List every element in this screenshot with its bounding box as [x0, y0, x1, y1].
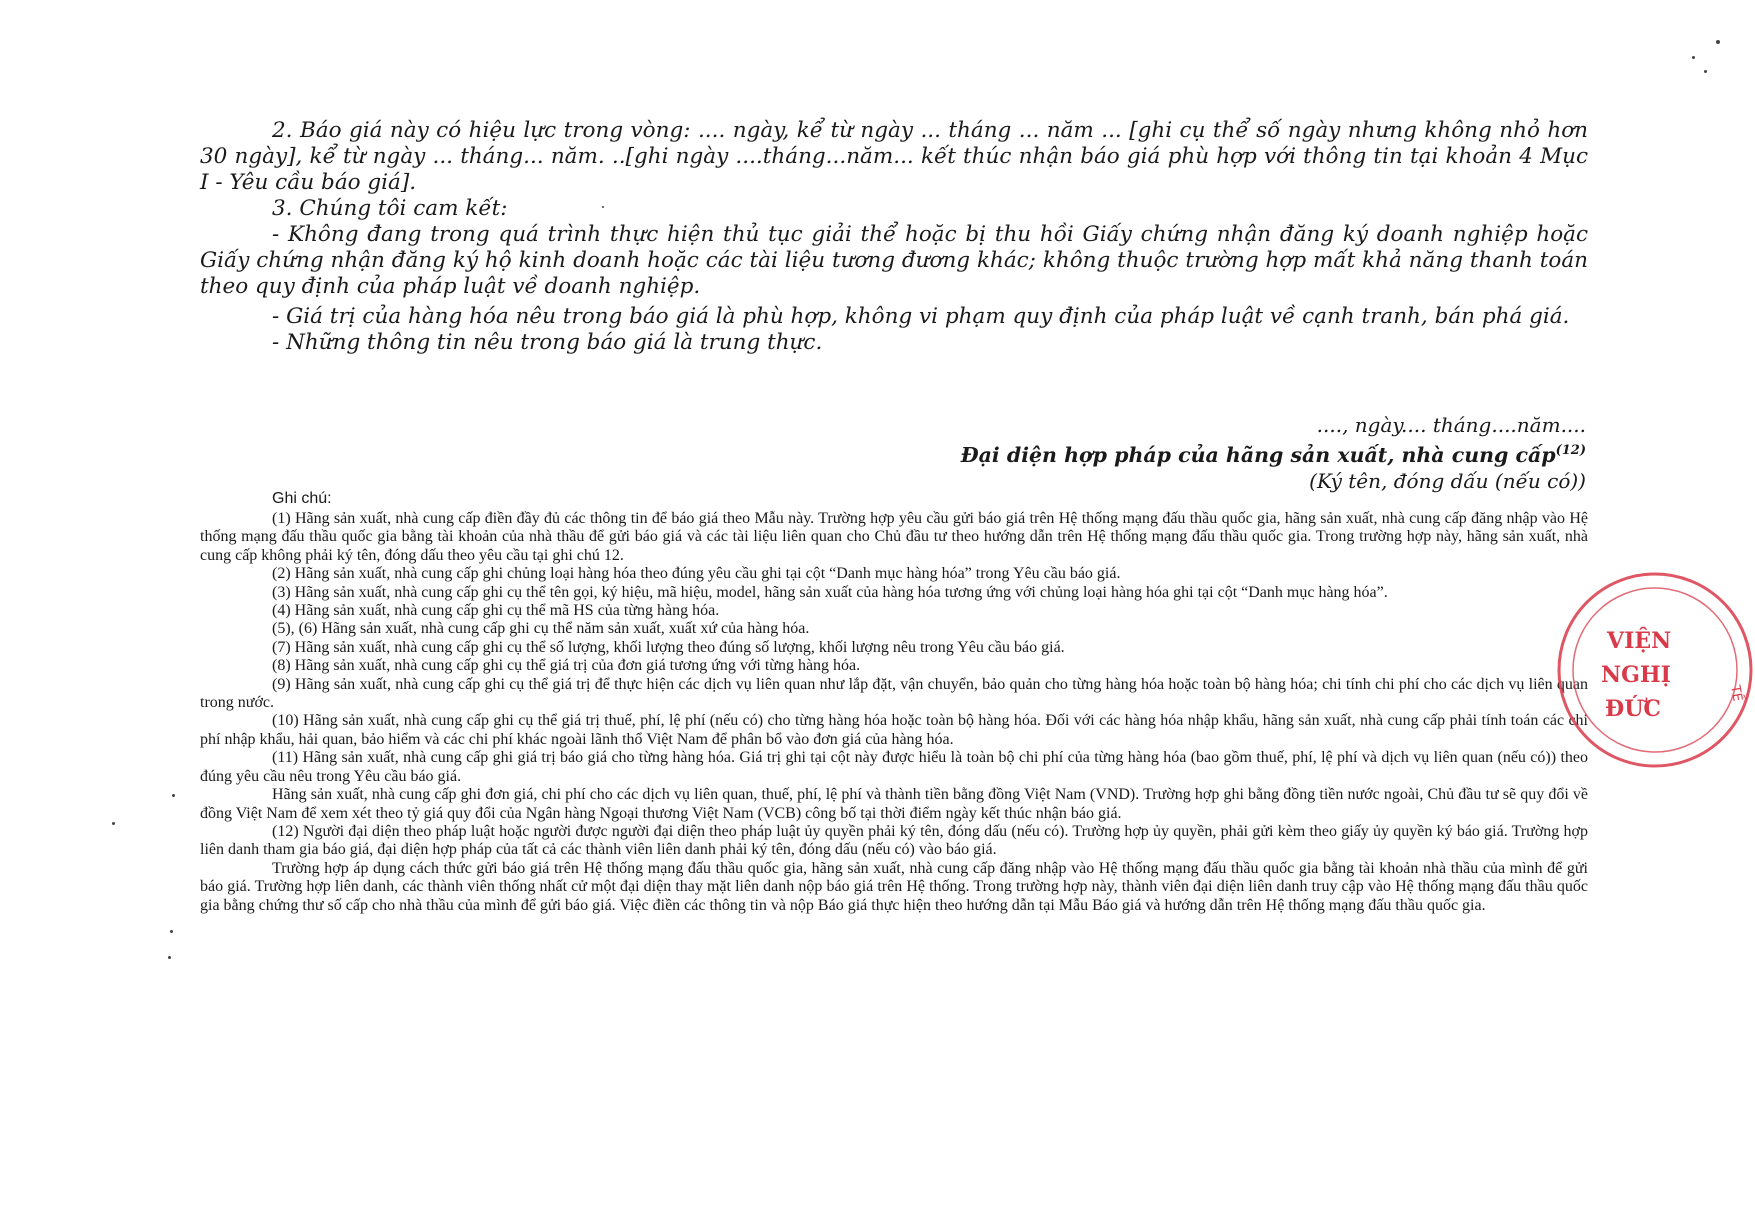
stamp-line: NGHỊ [1601, 662, 1671, 688]
validity-paragraph: 2. Báo giá này có hiệu lực trong vòng: .... ngày, kể từ ngày ... tháng ... năm ... [ghi cụ thể số ngày nhưng không nhỏ hơn 30 ngày], kể từ ngày ... tháng... năm. ..[ghi ngày ....tháng...năm... kết thúc nhận báo giá phù hợp với thông tin tại khoản 4 Mục I - Yêu cầu báo giá]. [200, 118, 1588, 195]
note-item: (12) Người đại diện theo pháp luật hoặc người được người đại diện theo pháp luật ủy quyền phải ký tên, đóng dấu (nếu có). Trường hợp ủy quyền, phải gửi kèm theo giấy ủy quyền ký báo giá. Trường hợp liên danh tham gia báo giá, đại diện hợp pháp của tất cả các thành viên liên danh phải ký tên, đóng dấu (nếu có) vào báo giá. [200, 822, 1588, 859]
note-item: (8) Hãng sản xuất, nhà cung cấp ghi cụ thể giá trị của đơn giá tương ứng với từng hàng hóa. [272, 657, 861, 675]
scan-speck [602, 206, 604, 208]
note-item: (1) Hãng sản xuất, nhà cung cấp điền đầy đủ các thông tin để báo giá theo Mẫu này. Trường hợp yêu cầu gửi báo giá trên Hệ thống mạng đấu thầu quốc gia, hãng sản xuất, nhà cung cấp đăng nhập vào Hệ thống mạng đấu thầu quốc gia bằng tài khoản của nhà thầu để gửi báo giá và các tài liệu liên quan cho Chủ đầu tư theo hướng dẫn trên Hệ thống mạng đấu thầu quốc gia. Trong trường hợp này, hãng sản xuất, nhà cung cấp không phải ký tên, đóng dấu theo yêu cầu tại ghi chú 12. [200, 510, 1588, 564]
footnote-ref: (12) [1555, 443, 1586, 458]
stamp-edge-text: TẾ [1727, 684, 1745, 703]
commitment-item: - Những thông tin nêu trong báo giá là trung thực. [272, 330, 823, 355]
sign-note: (Ký tên, đóng dấu (nếu có)) [1309, 468, 1586, 493]
note-item: (4) Hãng sản xuất, nhà cung cấp ghi cụ thể mã HS của từng hàng hóa. [272, 602, 720, 620]
scan-speck [172, 794, 175, 797]
stamp-line: ĐỨC [1605, 696, 1661, 722]
commitment-item: - Giá trị của hàng hóa nêu trong báo giá là phù hợp, không vi phạm quy định của pháp luật về cạnh tranh, bán phá giá. [272, 304, 1570, 329]
notes-section [200, 488, 1588, 915]
scan-speck [112, 822, 115, 825]
note-item: (7) Hãng sản xuất, nhà cung cấp ghi cụ thể số lượng, khối lượng theo đúng số lượng, khối lượng nêu trong Yêu cầu báo giá. [272, 638, 1065, 656]
note-item: Trường hợp áp dụng cách thức gửi báo giá trên Hệ thống mạng đấu thầu quốc gia, hãng sản xuất, nhà cung cấp đăng nhập vào Hệ thống mạng đấu thầu quốc gia bằng tài khoản nhà thầu của mình để gửi báo giá. Trường hợp liên danh, các thành viên thống nhất cử một đại diện thay mặt liên danh nộp báo giá trên Hệ thống. Trong trường hợp này, thành viên đại diện liên danh truy cập vào Hệ thống mạng đấu thầu quốc gia bằng chứng thư số cấp cho nhà thầu của mình để gửi báo giá. Việc điền các thông tin và nộp Báo giá thực hiện theo hướng dẫn tại Mẫu Báo giá và hướng dẫn trên Hệ thống mạng đấu thầu quốc gia. [200, 859, 1588, 914]
scan-speck [1692, 56, 1695, 59]
commitment-item: - Không đang trong quá trình thực hiện thủ tục giải thể hoặc bị thu hồi Giấy chứng nhận đăng ký doanh nghiệp hoặc Giấy chứng nhận đăng ký hộ kinh doanh hoặc các tài liệu tương đương khác; không thuộc trường hợp mất khả năng thanh toán theo quy định của pháp luật về doanh nghiệp. [200, 222, 1588, 299]
note-item: (11) Hãng sản xuất, nhà cung cấp ghi giá trị báo giá cho từng hàng hóa. Giá trị ghi tại cột này được hiểu là toàn bộ chi phí của từng hàng hóa (bao gồm thuế, phí, lệ phí và dịch vụ liên quan (nếu có)) theo đúng yêu cầu nêu trong Yêu cầu báo giá. [200, 749, 1588, 785]
representative-title [961, 438, 1586, 468]
note-item: (9) Hãng sản xuất, nhà cung cấp ghi cụ thể giá trị để thực hiện các dịch vụ liên quan như lắp đặt, vận chuyển, bảo quản cho từng hàng hóa hoặc toàn bộ hàng hóa; chi tính chi phí cho các dịch vụ liên quan trong nước. [200, 675, 1588, 712]
signature-block [961, 412, 1586, 494]
note-item: (10) Hãng sản xuất, nhà cung cấp ghi cụ thể giá trị thuế, phí, lệ phí (nếu có) cho từng hàng hóa hoặc toàn bộ hàng hóa. Đối với các hàng hóa nhập khẩu, hãng sản xuất, nhà cung cấp phải tính toán các chi phí nhập khẩu, hải quan, bảo hiểm và các chi phí khác ngoài lãnh thổ Việt Nam để phân bổ vào đơn giá của hàng hóa. [200, 712, 1588, 748]
scan-speck [1704, 70, 1707, 73]
note-item: (3) Hãng sản xuất, nhà cung cấp ghi cụ thể tên gọi, ký hiệu, mã hiệu, model, hãng sản xuất của hàng hóa tương ứng với chủng loại hàng hóa ghi tại cột “Danh mục hàng hóa”. [272, 583, 1388, 601]
red-seal-stamp [1555, 570, 1755, 770]
date-line: ...., ngày.... tháng....năm.... [1316, 413, 1586, 437]
note-item: (2) Hãng sản xuất, nhà cung cấp ghi chủng loại hàng hóa theo đúng yêu cầu ghi tại cột “Danh mục hàng hóa” trong Yêu cầu báo giá. [272, 565, 1121, 583]
representative-label: Đại diện hợp pháp của hãng sản xuất, nhà cung cấp [960, 442, 1556, 467]
scan-speck [1716, 40, 1720, 44]
note-item: Hãng sản xuất, nhà cung cấp ghi đơn giá, chi phí cho các dịch vụ liên quan, thuế, phí, lệ phí và thành tiền bằng đồng Việt Nam (VND). Trường hợp ghi bằng đồng tiền nước ngoài, Chủ đầu tư sẽ quy đổi về đồng Việt Nam để xem xét theo tỷ giá quy đổi của Ngân hàng Ngoại thương Việt Nam (VCB) công bố tại thời điểm ngày kết thúc nhận báo giá. [200, 786, 1588, 822]
notes-title: Ghi chú: [272, 490, 332, 507]
scan-speck [170, 930, 173, 933]
scan-speck [168, 956, 171, 959]
stamp-line: VIỆN [1607, 628, 1672, 654]
commitment-section [200, 118, 1588, 356]
note-item: (5), (6) Hãng sản xuất, nhà cung cấp ghi cụ thể năm sản xuất, xuất xứ của hàng hóa. [272, 620, 810, 638]
commitment-heading: 3. Chúng tôi cam kết: [272, 196, 508, 221]
